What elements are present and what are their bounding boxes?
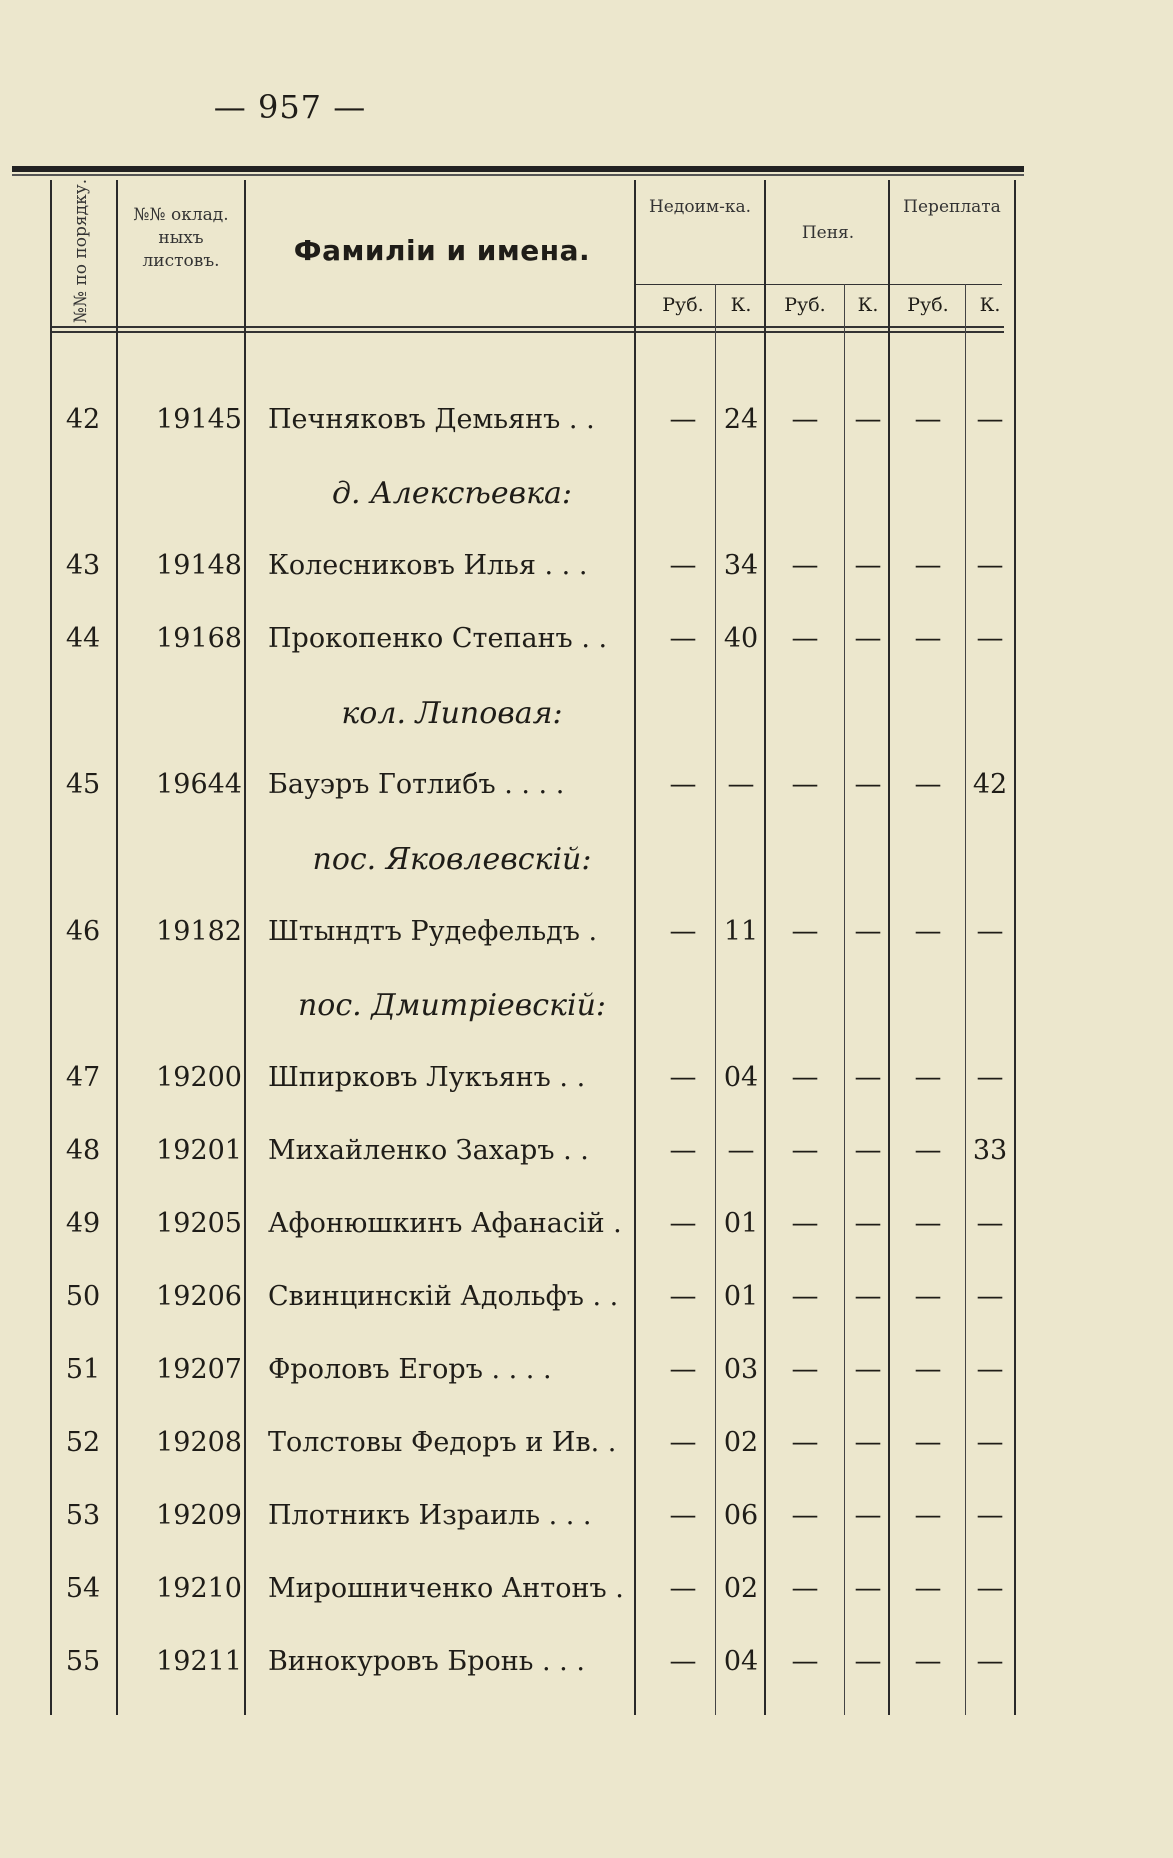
overpay-rub: — — [914, 916, 942, 947]
person-name: Толстовы Федоръ и Ив. . — [268, 1427, 617, 1458]
penalty-kop: — — [854, 404, 882, 435]
overpay-rub: — — [914, 769, 942, 800]
penalty-kop: — — [854, 1427, 882, 1458]
sub-rub-penalty: Руб. — [784, 294, 826, 316]
overpay-rub: — — [914, 550, 942, 581]
table-row — [12, 1573, 1024, 1613]
overpay-rub: — — [914, 1500, 942, 1531]
arrears-rub: — — [669, 1208, 697, 1239]
overpay-rub: — — [914, 623, 942, 654]
header-bottom-rule-2 — [50, 331, 1004, 333]
arrears-kop: 04 — [723, 1646, 759, 1677]
table-row — [12, 1646, 1024, 1686]
person-name: Афонюшкинъ Афанасій . — [268, 1208, 622, 1239]
arrears-rub: — — [669, 1354, 697, 1385]
table-row — [12, 1500, 1024, 1540]
penalty-rub: — — [791, 1208, 819, 1239]
sheet-number: 19148 — [156, 550, 242, 581]
overpay-kop: — — [976, 404, 1004, 435]
penalty-rub: — — [791, 1062, 819, 1093]
arrears-kop: 04 — [723, 1062, 759, 1093]
overpay-kop: — — [976, 623, 1004, 654]
penalty-rub: — — [791, 1427, 819, 1458]
sheet-number: 19201 — [156, 1135, 242, 1166]
section-heading: кол. Липовая: — [341, 696, 563, 731]
arrears-kop: — — [727, 1135, 755, 1166]
arrears-rub: — — [669, 623, 697, 654]
sheet-number: 19168 — [156, 623, 242, 654]
overpay-kop: 33 — [972, 1135, 1008, 1166]
penalty-rub: — — [791, 916, 819, 947]
section-heading: пос. Яковлевскій: — [312, 842, 592, 877]
arrears-rub: — — [669, 1427, 697, 1458]
row-number: 50 — [65, 1281, 101, 1312]
penalty-kop: — — [854, 1281, 882, 1312]
overpay-rub: — — [914, 1354, 942, 1385]
penalty-rub: — — [791, 1500, 819, 1531]
ledger-table — [12, 166, 1024, 1726]
table-row — [12, 1062, 1024, 1102]
sheet-number: 19145 — [156, 404, 242, 435]
sheet-number: 19207 — [156, 1354, 242, 1385]
sheet-number: 19644 — [156, 769, 242, 800]
sheet-number: 19182 — [156, 916, 242, 947]
person-name: Фроловъ Егоръ . . . . — [268, 1354, 552, 1385]
row-number: 49 — [65, 1208, 101, 1239]
arrears-kop: 24 — [723, 404, 759, 435]
sheet-number: 19208 — [156, 1427, 242, 1458]
sheet-number: 19210 — [156, 1573, 242, 1604]
table-row — [12, 1354, 1024, 1394]
overpay-kop: — — [976, 1062, 1004, 1093]
penalty-kop: — — [854, 1208, 882, 1239]
arrears-rub: — — [669, 769, 697, 800]
row-number: 47 — [65, 1062, 101, 1093]
penalty-kop: — — [854, 1135, 882, 1166]
person-name: Бауэръ Готлибъ . . . . — [268, 769, 565, 800]
table-row — [12, 916, 1024, 956]
overpay-kop: 42 — [972, 769, 1008, 800]
penalty-kop: — — [854, 769, 882, 800]
penalty-kop: — — [854, 550, 882, 581]
row-number: 52 — [65, 1427, 101, 1458]
arrears-kop: 34 — [723, 550, 759, 581]
penalty-kop: — — [854, 623, 882, 654]
overpay-rub: — — [914, 1427, 942, 1458]
header-overpayment: Переплата — [903, 197, 1001, 217]
sub-rub-overpay: Руб. — [907, 294, 949, 316]
overpay-rub: — — [914, 1208, 942, 1239]
penalty-kop: — — [854, 1062, 882, 1093]
overpay-kop: — — [976, 550, 1004, 581]
header-bottom-rule — [50, 326, 1004, 328]
arrears-kop: 03 — [723, 1354, 759, 1385]
overpay-kop: — — [976, 916, 1004, 947]
sheet-number: 19209 — [156, 1500, 242, 1531]
penalty-kop: — — [854, 916, 882, 947]
person-name: Михайленко Захаръ . . — [268, 1135, 589, 1166]
overpay-kop: — — [976, 1573, 1004, 1604]
header-names: Фамиліи и имена. — [293, 234, 591, 267]
penalty-rub: — — [791, 1281, 819, 1312]
sub-kop-arrears: К. — [730, 294, 752, 316]
row-number: 51 — [65, 1354, 101, 1385]
table-row — [12, 623, 1024, 663]
header-sheet-number: №№ оклад. ныхъ листовъ. — [133, 205, 229, 271]
table-row — [12, 404, 1024, 444]
overpay-kop: — — [976, 1208, 1004, 1239]
arrears-kop: 01 — [723, 1281, 759, 1312]
overpay-kop: — — [976, 1646, 1004, 1677]
arrears-rub: — — [669, 916, 697, 947]
person-name: Колесниковъ Илья . . . — [268, 550, 588, 581]
sub-kop-overpay: К. — [979, 294, 1001, 316]
penalty-rub: — — [791, 1135, 819, 1166]
person-name: Печняковъ Демьянъ . . — [268, 404, 595, 435]
person-name: Свинцинскій Адольфъ . . — [268, 1281, 619, 1312]
sheet-number: 19211 — [156, 1646, 242, 1677]
arrears-kop: 02 — [723, 1427, 759, 1458]
penalty-kop: — — [854, 1573, 882, 1604]
arrears-kop: 06 — [723, 1500, 759, 1531]
overpay-rub: — — [914, 1135, 942, 1166]
arrears-rub: — — [669, 550, 697, 581]
person-name: Плотникъ Израиль . . . — [268, 1500, 592, 1531]
sub-kop-penalty: К. — [857, 294, 879, 316]
person-name: Винокуровъ Бронь . . . — [268, 1646, 585, 1677]
penalty-kop: — — [854, 1354, 882, 1385]
person-name: Штындтъ Рудефельдъ . — [268, 916, 598, 947]
penalty-rub: — — [791, 623, 819, 654]
row-number: 43 — [65, 550, 101, 581]
arrears-rub: — — [669, 1281, 697, 1312]
row-number: 46 — [65, 916, 101, 947]
table-row — [12, 1427, 1024, 1467]
overpay-kop: — — [976, 1354, 1004, 1385]
header-order-number — [54, 178, 108, 324]
table-row — [12, 1135, 1024, 1175]
table-row — [12, 1208, 1024, 1248]
row-number: 48 — [65, 1135, 101, 1166]
arrears-rub: — — [669, 1500, 697, 1531]
header-penalty: Пеня. — [801, 223, 855, 243]
overpay-rub: — — [914, 404, 942, 435]
arrears-kop: 11 — [723, 916, 759, 947]
row-number: 53 — [65, 1500, 101, 1531]
section-heading: пос. Дмитріевскій: — [297, 988, 607, 1023]
person-name: Мирошниченко Антонъ . — [268, 1573, 624, 1604]
header-arrears: Недоим-ка. — [648, 197, 752, 217]
section-heading: д. Алексѣевка: — [332, 476, 572, 511]
arrears-kop: — — [727, 769, 755, 800]
penalty-rub: — — [791, 1646, 819, 1677]
page-number: — 957 — — [213, 88, 367, 126]
sheet-number: 19200 — [156, 1062, 242, 1093]
table-row — [12, 1281, 1024, 1321]
table-row — [12, 769, 1024, 809]
row-number: 55 — [65, 1646, 101, 1677]
arrears-rub: — — [669, 1062, 697, 1093]
arrears-kop: 40 — [723, 623, 759, 654]
sub-rub-arrears: Руб. — [662, 294, 704, 316]
penalty-rub: — — [791, 769, 819, 800]
row-number: 54 — [65, 1573, 101, 1604]
subheader-rule — [634, 284, 1002, 285]
penalty-rub: — — [791, 550, 819, 581]
overpay-rub: — — [914, 1281, 942, 1312]
row-number: 42 — [65, 404, 101, 435]
sheet-number: 19206 — [156, 1281, 242, 1312]
penalty-kop: — — [854, 1646, 882, 1677]
arrears-kop: 01 — [723, 1208, 759, 1239]
arrears-rub: — — [669, 1135, 697, 1166]
top-rule — [12, 166, 1024, 172]
top-rule-thin — [12, 174, 1024, 176]
arrears-rub: — — [669, 1573, 697, 1604]
overpay-kop: — — [976, 1500, 1004, 1531]
header-order-label: №№ по порядку. — [71, 178, 91, 324]
arrears-rub: — — [669, 1646, 697, 1677]
person-name: Прокопенко Степанъ . . — [268, 623, 608, 654]
overpay-kop: — — [976, 1281, 1004, 1312]
table-row — [12, 550, 1024, 590]
penalty-rub: — — [791, 404, 819, 435]
overpay-kop: — — [976, 1427, 1004, 1458]
row-number: 45 — [65, 769, 101, 800]
sheet-number: 19205 — [156, 1208, 242, 1239]
row-number: 44 — [65, 623, 101, 654]
overpay-rub: — — [914, 1573, 942, 1604]
penalty-rub: — — [791, 1573, 819, 1604]
overpay-rub: — — [914, 1062, 942, 1093]
person-name: Шпирковъ Лукъянъ . . — [268, 1062, 586, 1093]
overpay-rub: — — [914, 1646, 942, 1677]
penalty-rub: — — [791, 1354, 819, 1385]
penalty-kop: — — [854, 1500, 882, 1531]
arrears-rub: — — [669, 404, 697, 435]
arrears-kop: 02 — [723, 1573, 759, 1604]
